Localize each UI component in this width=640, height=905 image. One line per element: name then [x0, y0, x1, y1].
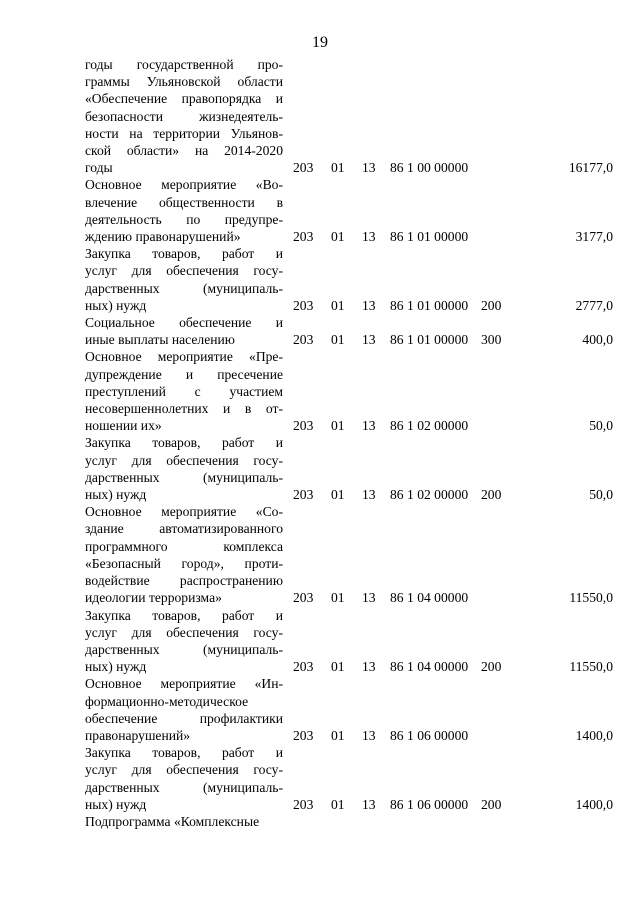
- row-name-line: услуг для обеспечения госу-: [85, 263, 283, 279]
- section-code: 01: [331, 332, 345, 348]
- table-row: [85, 434, 613, 503]
- row-name-line: услуг для обеспечения госу-: [85, 762, 283, 778]
- row-name-line: идеологии терроризма»: [85, 590, 222, 606]
- row-name-line: Закупка товаров, работ и: [85, 435, 283, 451]
- amount: 16177,0: [568, 160, 613, 176]
- row-name-line: ской области» на 2014-2020: [85, 143, 283, 159]
- ministry-code: 203: [293, 487, 314, 503]
- table-row: [85, 245, 613, 314]
- row-name: [85, 348, 283, 434]
- row-name-line: несовершеннолетних и в от-: [85, 401, 283, 417]
- row-name-line: Подпрограмма «Комплексные: [85, 813, 260, 829]
- row-name: [85, 744, 283, 813]
- row-name: [85, 503, 283, 606]
- subsection-code: 13: [362, 418, 376, 434]
- expense-type-code: 200: [481, 659, 502, 675]
- row-name: [85, 675, 283, 744]
- subsection-code: 13: [362, 332, 376, 348]
- amount: 1400,0: [575, 796, 613, 812]
- amount: 11550,0: [569, 659, 613, 675]
- target-item-code: 86 1 00 00000: [390, 160, 469, 176]
- row-name-line: Закупка товаров, работ и: [85, 607, 283, 623]
- section-code: 01: [331, 659, 345, 675]
- row-name: [85, 813, 283, 830]
- row-name-line: услуг для обеспечения госу-: [85, 624, 283, 640]
- section-code: 01: [331, 796, 345, 812]
- row-name-line: здание автоматизированного: [85, 521, 283, 537]
- table-row: [85, 348, 613, 434]
- table-row: [85, 56, 613, 176]
- budget-table: [85, 56, 613, 830]
- section-code: 01: [331, 487, 345, 503]
- subsection-code: 13: [362, 727, 376, 743]
- row-name-line: водействие распространению: [85, 573, 283, 589]
- expense-type-code: 200: [481, 796, 502, 812]
- row-name-line: Основное мероприятие «Во-: [85, 177, 283, 193]
- row-name-line: граммы Ульяновской области: [85, 74, 283, 90]
- expense-type-code: 200: [481, 487, 502, 503]
- row-name-line: Основное мероприятие «Пре-: [85, 349, 283, 365]
- row-name-line: годы государственной про-: [85, 57, 283, 72]
- section-code: 01: [331, 418, 345, 434]
- row-name-line: иные выплаты населению: [85, 332, 235, 348]
- row-name-line: ных) нужд: [85, 297, 147, 313]
- row-name-line: безопасности жизнедеятель-: [85, 108, 283, 124]
- row-name-line: деятельность по предупре-: [85, 211, 283, 227]
- ministry-code: 203: [293, 796, 314, 812]
- row-name-line: формационно-методическое: [85, 693, 249, 709]
- amount: 2777,0: [575, 297, 613, 313]
- row-name-line: ности на территории Ульянов-: [85, 125, 283, 141]
- row-name-line: дарственных (муниципаль-: [85, 469, 283, 485]
- row-name-line: правонарушений»: [85, 727, 191, 743]
- table-row: [85, 176, 613, 245]
- row-name: [85, 245, 283, 314]
- amount: 400,0: [582, 332, 613, 348]
- section-code: 01: [331, 297, 345, 313]
- expense-type-code: 200: [481, 297, 502, 313]
- row-name-line: ных) нужд: [85, 659, 147, 675]
- expense-type-code: 300: [481, 332, 502, 348]
- subsection-code: 13: [362, 796, 376, 812]
- table-row: [85, 314, 613, 348]
- ministry-code: 203: [293, 332, 314, 348]
- row-name-line: годы: [85, 160, 113, 176]
- amount: 50,0: [589, 487, 613, 503]
- ministry-code: 203: [293, 590, 314, 606]
- ministry-code: 203: [293, 659, 314, 675]
- table-row: [85, 503, 613, 606]
- row-name-line: преступлений с участием: [85, 383, 283, 399]
- row-name-line: обеспечение профилактики: [85, 710, 283, 726]
- row-name-line: Закупка товаров, работ и: [85, 246, 283, 262]
- row-name-line: Закупка товаров, работ и: [85, 745, 283, 761]
- row-name: [85, 314, 283, 348]
- table-row: [85, 675, 613, 744]
- amount: 1400,0: [575, 727, 613, 743]
- ministry-code: 203: [293, 418, 314, 434]
- row-name: [85, 56, 283, 176]
- row-name-line: влечение общественности в: [85, 194, 283, 210]
- target-item-code: 86 1 04 00000: [390, 590, 469, 606]
- row-name-line: Основное мероприятие «Ин-: [85, 676, 283, 692]
- row-name-line: Социальное обеспечение и: [85, 315, 283, 331]
- section-code: 01: [331, 229, 345, 245]
- subsection-code: 13: [362, 659, 376, 675]
- row-name-line: ношении их»: [85, 418, 162, 434]
- section-code: 01: [331, 160, 345, 176]
- target-item-code: 86 1 01 00000: [390, 332, 469, 348]
- subsection-code: 13: [362, 229, 376, 245]
- row-name-line: «Обеспечение правопорядка и: [85, 91, 283, 107]
- ministry-code: 203: [293, 727, 314, 743]
- table-row: [85, 813, 613, 830]
- row-name-line: ных) нужд: [85, 796, 147, 812]
- target-item-code: 86 1 06 00000: [390, 727, 469, 743]
- row-name-line: дарственных (муниципаль-: [85, 280, 283, 296]
- row-name-line: дарственных (муниципаль-: [85, 779, 283, 795]
- amount: 11550,0: [569, 590, 613, 606]
- subsection-code: 13: [362, 297, 376, 313]
- row-name: [85, 607, 283, 676]
- row-name: [85, 176, 283, 245]
- subsection-code: 13: [362, 590, 376, 606]
- ministry-code: 203: [293, 229, 314, 245]
- row-name: [85, 434, 283, 503]
- target-item-code: 86 1 04 00000: [390, 659, 469, 675]
- amount: 3177,0: [575, 229, 613, 245]
- row-name-line: дарственных (муниципаль-: [85, 641, 283, 657]
- row-name-line: «Безопасный город», проти-: [85, 555, 283, 571]
- row-name-line: программного комплекса: [85, 538, 283, 554]
- amount: 50,0: [589, 418, 613, 434]
- ministry-code: 203: [293, 160, 314, 176]
- section-code: 01: [331, 727, 345, 743]
- row-name-line: дупреждение и пресечение: [85, 366, 283, 382]
- target-item-code: 86 1 01 00000: [390, 297, 469, 313]
- subsection-code: 13: [362, 487, 376, 503]
- section-code: 01: [331, 590, 345, 606]
- target-item-code: 86 1 02 00000: [390, 418, 469, 434]
- subsection-code: 13: [362, 160, 376, 176]
- row-name-line: Основное мероприятие «Со-: [85, 504, 283, 520]
- table-row: [85, 607, 613, 676]
- target-item-code: 86 1 02 00000: [390, 487, 469, 503]
- row-name-line: ных) нужд: [85, 487, 147, 503]
- target-item-code: 86 1 06 00000: [390, 796, 469, 812]
- target-item-code: 86 1 01 00000: [390, 229, 469, 245]
- ministry-code: 203: [293, 297, 314, 313]
- table-row: [85, 744, 613, 813]
- row-name-line: услуг для обеспечения госу-: [85, 452, 283, 468]
- page-number: 19: [312, 34, 328, 51]
- row-name-line: ждению правонарушений»: [85, 229, 241, 245]
